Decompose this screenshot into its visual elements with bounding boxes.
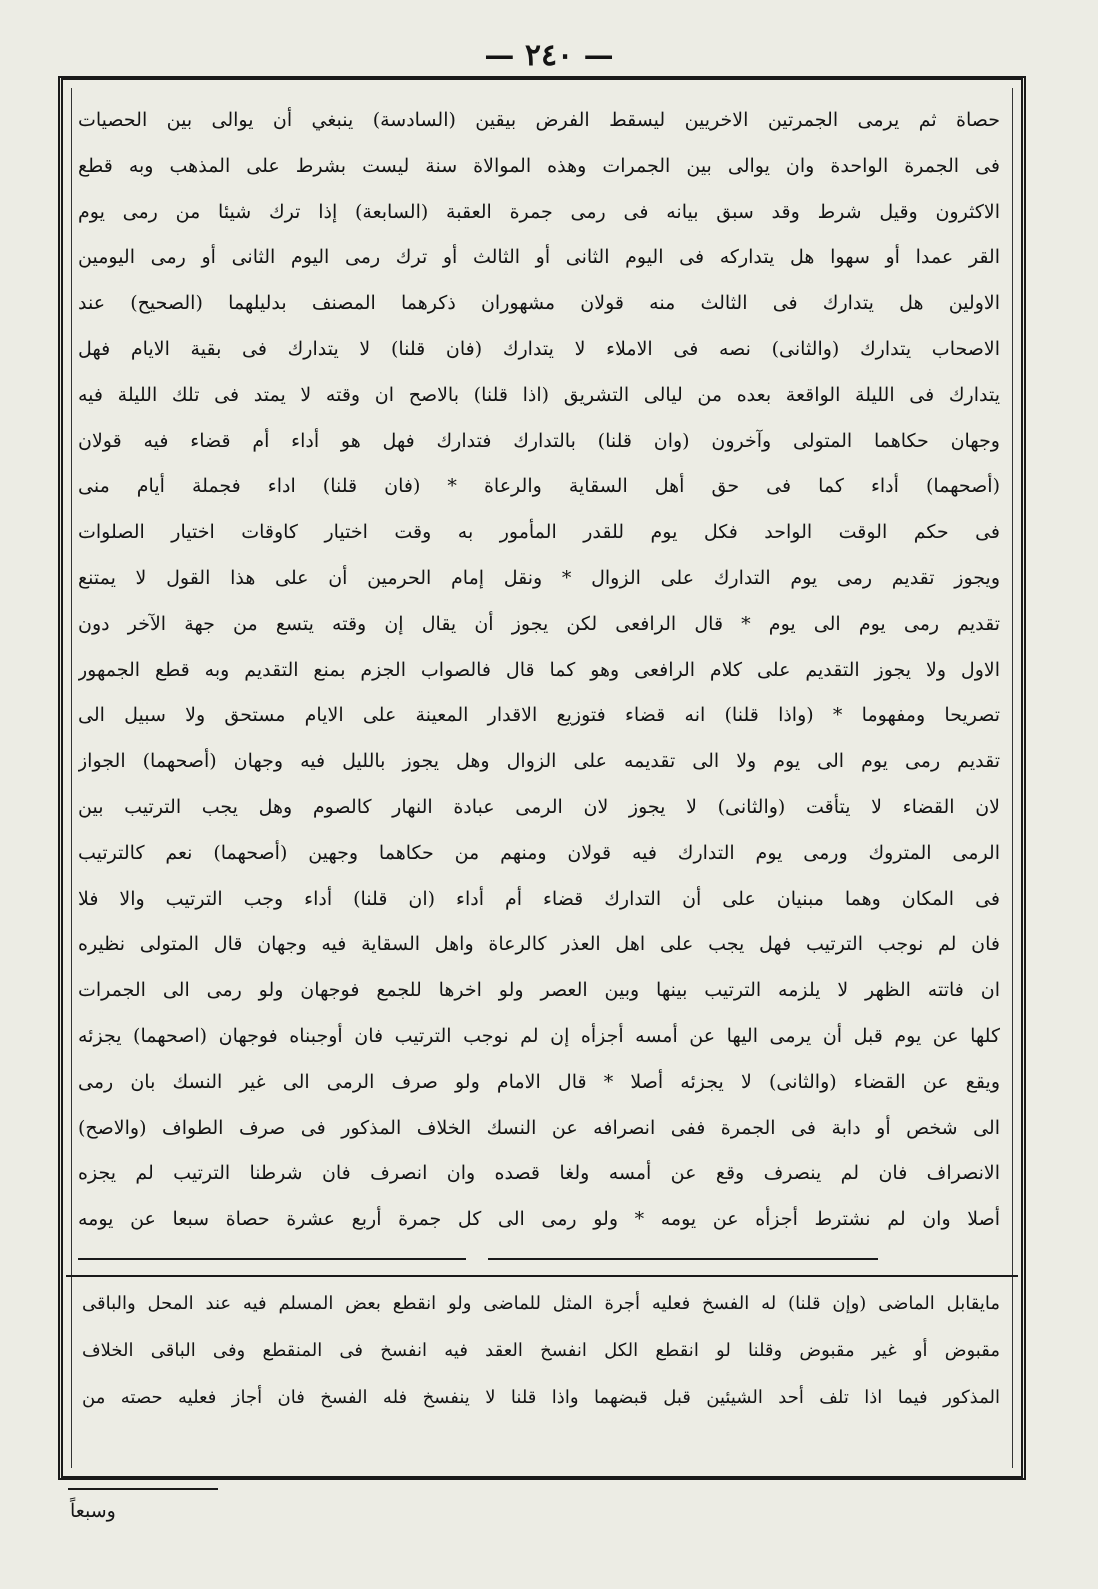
main-line: فان لم نوجب الترتيب فهل يجب على اهل العذر كالرعاة واهل السقاية فيه وجهان قال المتولى نظيره: [78, 933, 1000, 956]
main-line: الاولين هل يتدارك فى الثالث منه قولان مشهوران ذكرهما المصنف بدليلهما (الصحيح) عند: [78, 292, 1000, 315]
main-text-block: [78, 98, 1000, 1243]
main-line: الى شخص أو دابة فى الجمرة ففى انصرافه عن النسك الخلاف المذكور فى صرف الطواف (والاصح): [78, 1116, 1000, 1139]
main-line: الانصراف فان لم ينصرف وقع عن أمسه ولغا قصده وان انصرف فان شرطنا الترتيب لم يجزه: [78, 1162, 1000, 1185]
main-line: حصاة ثم يرمى الجمرتين الاخريين ليسقط الفرض بيقين (السادسة) ينبغي أن يوالى بين الحصيات: [78, 109, 1000, 131]
main-line: ويقع عن القضاء (والثانى) لا يجزئه أصلا * قال الامام ولو صرف الرمى الى غير النسك بان رمى: [78, 1070, 1000, 1093]
main-line: وجهان حكاهما المتولى وآخرون (وان قلنا) بالتدارك فتدارك فهل هو أداء أم قضاء فيه قولان: [78, 429, 1000, 452]
section-divider-left: [78, 1258, 466, 1260]
main-line: يتدارك فى الليلة الواقعة بعده من ليالى التشريق (اذا قلنا) بالاصح ان وقته لا يمتد فى تلك الليلة فيه: [78, 383, 1000, 406]
main-line: تصريحا ومفهوما * (واذا قلنا) انه قضاء فتوزيع الاقدار المعينة على الايام مستحق ولا سبيل الى: [78, 704, 1000, 727]
main-line: الرمى المتروك ورمى يوم التدارك فيه قولان ومنهم من حكاهما وجهين (أصحهما) نعم كالترتيب: [78, 841, 1000, 864]
main-line: الاول ولا يجوز التقديم على كلام الرافعى وهو كما قال فالصواب الجزم بمنع التقديم وبه قطع الجمهور: [78, 658, 1000, 681]
footnote-line: مايقابل الماضى (وإن قلنا) له الفسخ فعليه أجرة المثل للماضى ولو انقطع بعض المسلم فيه عند المحل والباقى: [82, 1293, 1000, 1314]
main-line: تقديم رمى يوم الى يوم ولا الى تقديمه على الزوال وهل يجوز بالليل فيه وجهان (أصحهما) الجواز: [78, 750, 1000, 773]
section-divider-right: [488, 1258, 878, 1260]
main-line: تقديم رمى يوم الى يوم * قال الرافعى لكن يجوز أن يقال إن وقته يتسع من جهة الآخر دون: [78, 612, 1000, 635]
main-line: الاصحاب يتدارك (والثانى) نصه فى الاملاء لا يتدارك (فان قلنا) لا يتدارك فى بقية الايام فهل: [78, 337, 1000, 360]
main-line: فى حكم الوقت الواحد فكل يوم للقدر المأمور به وقت اختيار كاوقات اختيار الصلوات: [78, 521, 1000, 544]
main-line: لان القضاء لا يتأقت (والثانى) لا يجوز لان الرمى عبادة النهار كالصوم وهل يجب الترتيب بين: [78, 795, 1000, 818]
footnote-block: [82, 1280, 1000, 1421]
main-line: ان فاتته الظهر لا يلزمه الترتيب بينها وبين العصر ولو اخرها للجمع فوجهان ولو رمى الى الجمرات: [78, 979, 1000, 1002]
main-line: فى المكان وهما مبنيان على أن التدارك قضاء أم أداء (ان قلنا) أداء وجب الترتيب والا فلا: [78, 887, 1000, 910]
catchword-rule: [68, 1488, 218, 1490]
main-line: أصلا وان لم نشترط أجزأه عن يومه * ولو رمى الى كل جمرة أربع عشرة حصاة سبعا عن يومه: [78, 1208, 1000, 1231]
main-line: القر عمدا أو سهوا هل يتداركه فى اليوم الثانى أو الثالث أو ترك رمى اليوم الثانى أو رمى اليومين: [78, 246, 1000, 269]
main-line: الاكثرون وقيل شرط وقد سبق بيانه فى رمى جمرة العقبة (السابعة) إذا ترك شيئا من رمى يوم: [78, 200, 1000, 223]
catchword: وسبعاً: [70, 1500, 116, 1522]
footnote-line: المذكور فيما اذا تلف أحد الشيئين قبل قبضهما واذا قلنا لا ينفسخ فله الفسخ فان أجاز فعليه حصته من: [82, 1387, 1000, 1408]
main-line: فى الجمرة الواحدة وان يوالى بين الجمرات وهذه الموالاة سنة ليست بشرط على المذهب وبه قطع: [78, 154, 1000, 177]
page-number: — ٢٤٠ —: [484, 38, 614, 73]
footnote-rule: [66, 1275, 1018, 1277]
main-line: ويجوز تقديم رمى يوم التدارك على الزوال * ونقل إمام الحرمين أن على هذا القول لا يمتنع: [78, 566, 1000, 589]
footnote-line: مقبوض أو غير مقبوض وقلنا لو انقطع الكل انفسخ العقد فيه انفسخ فى المنقطع وفى الباقى الخلاف: [82, 1340, 1000, 1361]
main-line: كلها عن يوم قبل أن يرمى اليها عن أمسه أجزأه إن لم نوجب الترتيب فان أوجبناه فوجهان (اصحهما) يجزئه: [78, 1024, 1000, 1047]
main-line: (أصحهما) أداء كما فى حق أهل السقاية والرعاة * (فان قلنا) اداء فجملة أيام منى: [78, 475, 1000, 498]
